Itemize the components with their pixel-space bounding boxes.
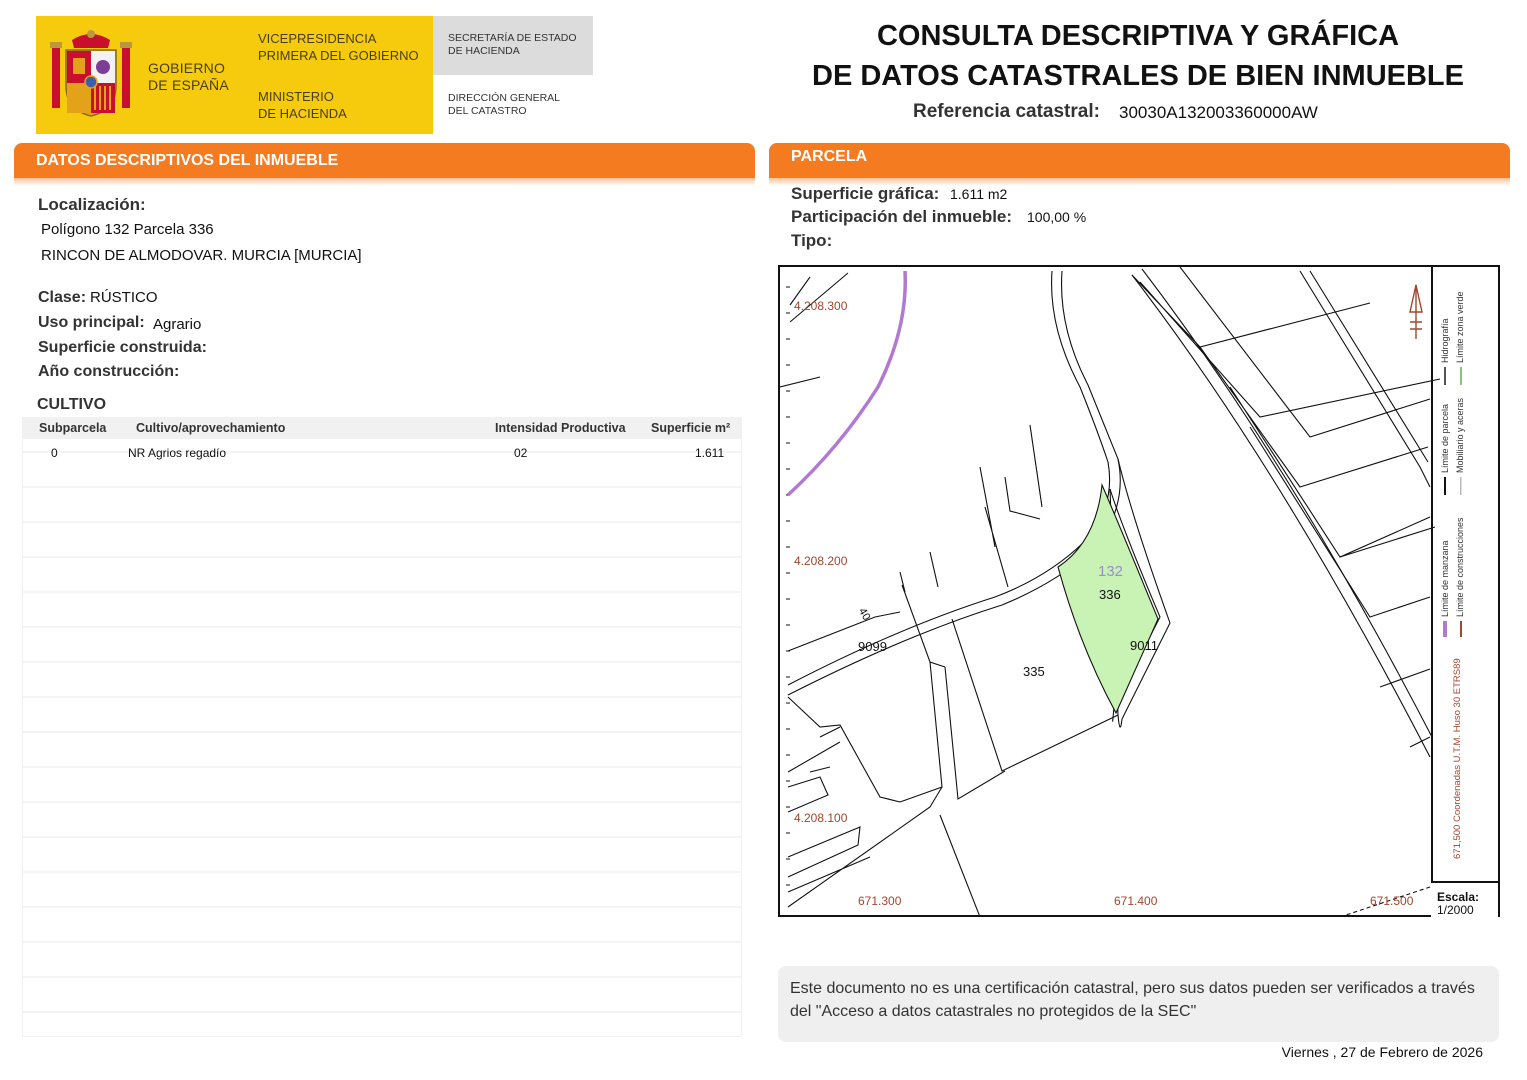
- map-label-40: 40: [855, 606, 873, 623]
- map-label-9011: 9011: [1130, 638, 1158, 653]
- map-xtick-2: 671.400: [1114, 894, 1158, 908]
- map-label-poligono: 132: [1098, 563, 1124, 580]
- cultivo-table: [22, 417, 742, 1037]
- map-xtick-3: 671.500: [1370, 894, 1414, 908]
- clase-value: RÚSTICO: [90, 289, 158, 306]
- legend-manzana: Límite de manzana: [1440, 540, 1450, 617]
- superficie-grafica-label: Superficie gráfica:: [791, 184, 940, 203]
- map-label-9099: 9099: [858, 639, 887, 654]
- table-cell-subparcela: 0: [51, 446, 58, 460]
- legend-construcciones: Límite de construcciones: [1455, 517, 1465, 617]
- coat-of-arms-icon: [50, 28, 132, 120]
- col-cultivo: Cultivo/aprovechamiento: [136, 421, 286, 435]
- tipo-label: Tipo:: [791, 231, 833, 250]
- cadastral-map[interactable]: [778, 265, 1500, 917]
- document-date: Viernes , 27 de Febrero de 2026: [1281, 1044, 1483, 1060]
- map-ytick-3: 4.208.100: [794, 811, 848, 825]
- legend-mobiliario: Mobiliario y aceras: [1455, 397, 1465, 473]
- map-label-335: 335: [1023, 664, 1045, 679]
- vice-line2: PRIMERA DEL GOBIERNO: [258, 48, 419, 63]
- cultivo-table-header: [22, 417, 742, 439]
- vice-line1: VICEPRESIDENCIA: [258, 31, 377, 46]
- participacion-label: Participación del inmueble:: [791, 207, 1013, 226]
- scale-label: Escala:: [1437, 890, 1480, 904]
- secretaria-line2: DE HACIENDA: [448, 45, 520, 57]
- ref-catastral-label: Referencia catastral:: [913, 101, 1100, 122]
- gov-name-line2: DE ESPAÑA: [148, 77, 229, 93]
- page-title: [800, 16, 1476, 96]
- localizacion-line1: Polígono 132 Parcela 336: [41, 221, 214, 238]
- secretaria-line1: SECRETARÍA DE ESTADO: [448, 32, 577, 44]
- ministry-line1: MINISTERIO: [258, 89, 334, 104]
- legend-coords: 671,500 Coordenadas U.T.M. Huso 30 ETRS89: [1452, 658, 1463, 859]
- panel-shadow-left: [14, 178, 755, 186]
- legend-hidrografia: Hidrografía: [1440, 318, 1450, 363]
- ministry-line2: DE HACIENDA: [258, 106, 347, 121]
- anio-construccion-label: Año construcción:: [38, 363, 180, 380]
- disclaimer-notice: Este documento no es una certificación catastral, pero sus datos pueden ser verificados a través del "Acceso a datos catastrales no protegidos de la SEC": [778, 966, 1499, 1042]
- direccion-line1: DIRECCIÓN GENERAL: [448, 92, 561, 104]
- title-line1: CONSULTA DESCRIPTIVA Y GRÁFICA: [876, 20, 1400, 52]
- superficie-construida-label: Superficie construida:: [38, 339, 207, 356]
- legend-zona-verde: Límite zona verde: [1455, 291, 1465, 363]
- ministerio-text: [258, 88, 428, 122]
- clase-label: Clase:: [38, 289, 87, 306]
- direccion-line2: DEL CATASTRO: [448, 105, 527, 117]
- title-line2: DE DATOS CATASTRALES DE BIEN INMUEBLE: [812, 60, 1464, 92]
- superficie-grafica-value: 1.611 m2: [950, 186, 1008, 202]
- map-ytick-2: 4.208.200: [794, 554, 848, 568]
- col-intensidad: Intensidad Productiva: [495, 421, 626, 435]
- uso-label: Uso principal:: [38, 314, 145, 331]
- secretaria-block: [433, 16, 593, 75]
- section-title-parcela: PARCELA: [769, 143, 1510, 178]
- table-cell-superficie: 1.611: [695, 446, 725, 460]
- legend-divider: [1431, 267, 1433, 915]
- legend-parcela: Límite de parcela: [1440, 403, 1450, 473]
- gov-logo-block: [36, 16, 433, 134]
- map-xtick-1: 671.300: [858, 894, 902, 908]
- localizacion-line2: RINCON DE ALMODOVAR. MURCIA [MURCIA]: [41, 247, 362, 264]
- scale-box: [1431, 881, 1498, 917]
- localizacion-label: Localización:: [38, 195, 146, 214]
- gov-name-line1: GOBIERNO: [148, 60, 226, 76]
- participacion-value: 100,00 %: [1027, 209, 1087, 225]
- direccion-block: [448, 92, 588, 118]
- cultivo-title: CULTIVO: [37, 396, 107, 413]
- gov-name: [148, 60, 229, 94]
- vicepresidencia-text: [258, 30, 428, 64]
- scale-value: 1/2000: [1437, 903, 1474, 917]
- col-subparcela: Subparcela: [39, 421, 107, 435]
- uso-value: Agrario: [153, 316, 202, 333]
- section-title-datos: DATOS DESCRIPTIVOS DEL INMUEBLE: [14, 143, 755, 178]
- map-label-parcela: 336: [1099, 587, 1121, 602]
- col-superficie: Superficie m²: [651, 421, 731, 435]
- table-cell-intensidad: 02: [514, 446, 528, 460]
- map-canvas: [780, 267, 1500, 917]
- north-arrow-icon: [1410, 285, 1422, 339]
- ref-catastral-value: 30030A132003360000AW: [1119, 103, 1318, 122]
- table-cell-cultivo: NR Agrios regadío: [128, 446, 227, 460]
- map-ytick-1: 4.208.300: [794, 299, 848, 313]
